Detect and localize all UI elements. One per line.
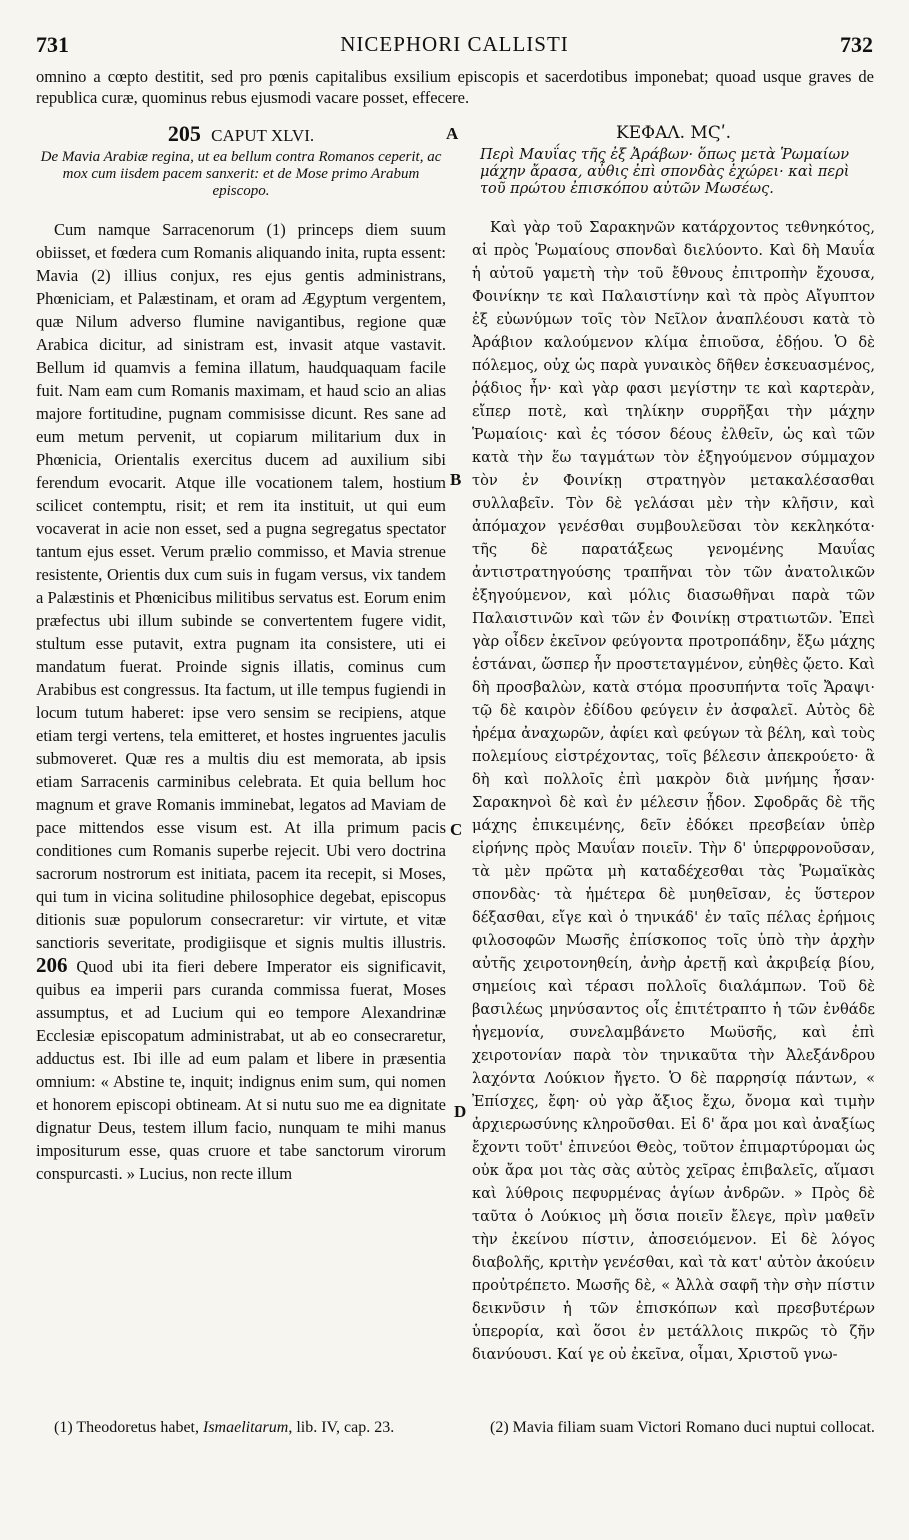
latin-footnote [36, 1418, 446, 1437]
latin-footnote-suffix: , lib. IV, cap. 23. [288, 1419, 395, 1436]
greek-chapter-summary: Περὶ Μαυΐας τῆς ἐξ Ἀράβων· ὅπως μετὰ Ῥωμαίων μάχην ἄρασα, αὖθις ἐπὶ σπονδὰς ἐχώρει· καὶ περὶ τοῦ πρώτου ἐπισκόπου αὐτῶν Μωσέως. [480, 147, 850, 197]
intro-continuation: omnino a cœpto destitit, sed pro pœnis capitalibus exsilium episcopis et sacerdotibus imponebat; quoad usque graves de republica curæ, quominus rebus ejusmodi vacare posset, effecere. [36, 67, 874, 107]
latin-chapter-summary: De Mavia Arabiæ regina, ut ea bellum contra Romanos ceperit, ac mox cum iisdem pacem sanxerit: et de Mose primo Arabum episcopo. [40, 149, 442, 199]
greek-side-footnote: (2) Mavia filiam suam Victori Romano duci nuptui collocat. [490, 1419, 875, 1436]
latin-footnote-italic: Ismaelitarum [203, 1419, 289, 1436]
latin-body-part1: Cum namque Sarracenorum (1) princeps diem suum obiisset, et fœdera cum Romanis aliquando inita, rupta essent: Mavia (2) illius conjux, res ejus gentis administrans, Phœniciam, et Palæstinam, et oram ad Ægyptum vergentem, quæ Nilum adverso flumine navigantibus, regione quæ Arabica dicitur, ad sinistram est, invasit atque vastavit. Bellum id quamvis a femina illatum, haudquaquam facile fuit. Nam eam cum Romanis maximam, et haud scio an alias majore fortitudine, pugnam commisisse dicunt. Res sane ad eum metum pervenit, ut copiarum militarium dux in Phœnicia, Orientalis exercitus ducem ad auxilium sibi ferendum evocarit. Atque ille vocationem talem, hostium scilicet contemptu, risit; et rem ita instituit, ut qui eum vocaverat in acie non esset, sed a pugna segregatus spectator tantum ejus esset. Verum prælio commisso, et Mavia strenue resistente, Orientis dux cum suis in fugam versus, vix tandem a Palæstinis et Phœnicibus militibus servatus est. Eorum enim præfectus ubi illum subinde se convertentem fugere vidit, stultum esse putavit, extra pugnam ita consistere, uti ei mandatum fuerat. Proinde signis illatis, cominus cum Arabibus est congressus. Ita factum, ut ille tempus fugiendi in locum tutum haberet: ipse vero sensim se recipiens, atque etiam tergi vertens, tela emitteret, et hostes ingruentes jaculis submoveret. Quæ res a multis diu est memorata, ab ipsis etiam Sarracenis carminibus celebrata. Et quia bellum hoc magnum et grave Romanis imminebat, legatos ad Maviam de pace mittendos esse visum est. At illa primum pacis conditiones cum Romanis superbe rejecit. Ubi vero doctrina sacrorum nostrorum est initiata, pacem ita recepit, si Moses, qui tum in vicina solitudine philosophice degebat, episcopus ditionis suæ populorum consecraretur: vir virtute, et vitæ sanctioris severitate, prodigiisque et signis multis illustris. [36, 220, 446, 952]
page-number-right: 732 [840, 32, 873, 57]
margin-marker-d: D [454, 1102, 467, 1121]
latin-chapter-label: CAPUT XLVI. [211, 126, 315, 145]
margin-marker-c: C [450, 820, 463, 839]
greek-chapter-label: ΚΕΦΑΛ. ΜϚʹ. [616, 123, 731, 143]
running-title: NICEPHORI CALLISTI [340, 32, 569, 56]
greek-chapter-heading [472, 122, 875, 145]
greek-body: Καὶ γὰρ τοῦ Σαρακηνῶν κατάρχοντος τεθνηκότος, αἱ πρὸς Ῥωμαίους σπονδαὶ διελύοντο. Καὶ δὴ Μαυΐα ἡ αὐτοῦ γαμετὴ τὴν τοῦ ἔθνους ἐπιτροπὴν ἔχουσα, Φοινίκην τε καὶ Παλαιστίνην καὶ τὰ πρὸς Αἴγυπτον ἐξ εὐωνύμων τοῖς τὸν Νεῖλον ἀναπλέουσι κατὰ τὸ Ἀράβιον καλούμενον κλίμα ἐπιοῦσα, ἐδῄου. Ὁ δὲ πόλεμος, οὐχ ὡς παρὰ γυναικὸς δῆθεν ἐσκευασμένος, ῥᾴδιος ἦν· καὶ γὰρ φασι μεγίστην τε καὶ καρτερὰν, εἴπερ ποτὲ, καὶ τηλίκην συρρῆξαι τὴν μάχην Ῥωμαίοις· καὶ ἐς τόσον δέους ἐλθεῖν, ὡς καὶ τῶν κατὰ τὴν ἕω ταγμάτων τὸν ἐξηγούμενον σύμμαχον τὸν ἐν Φοινίκῃ στρατηγὸν μετακαλέσασθαι συλλαβεῖν. Τὸν δὲ γελάσαι μὲν τὴν κλῆσιν, καὶ ἀπόμαχον γενέσθαι συμβουλεῦσαι τὸν κεκληκότα· τῆς δὲ παρατάξεως γενομένης Μαυΐας ἀντιστρατηγούσης τραπῆναι τὸν τῶν ἀνατολικῶν ἐξηγούμενον, καὶ μόλις διασωθῆναι παρὰ τῶν Παλαιστινῶν καὶ τῶν ἐν Φοινίκῃ στρατιωτῶν. Ἐπεὶ γὰρ οἶδεν ἐκεῖνον φεύγοντα προτροπάδην, ἔξω μάχης ἑστάναι, ὥσπερ ἦν προστεταγμένον, εὐηθὲς ᾤετο. Καὶ δὴ προσβαλὼν, κατὰ στόμα προσυπήντα τοῖς Ἄραψι· τῷ δὲ καιρὸν ἐδίδου φεύγειν ἐν ἀσφαλεῖ. Αὐτὸς δὲ ἠρέμα ἀναχωρῶν, ἀφίει καὶ φεύγων τὰ βέλη, καὶ τοὺς πολεμίους εἰστρέχοντας, τοῖς βέλεσιν ἀπεκρούετο· ἃ δὴ καὶ πολλοῖς ἐπὶ μακρὸν διὰ μνήμης ἦσαν· Σαρακηνοὶ δὲ καὶ ἐν μέλεσιν ᾖδον. Σφοδρᾶς δὲ τῆς μάχης ἐπικειμένης, δεῖν ἐδόκει πρεσβείαν ὑπὲρ εἰρήνης πρὸς Μαυΐαν ποιεῖν. Τὴν δ' ὑπερφρονοῦσαν, τὰ μὲν πρῶτα μὴ καταδέχεσθαι τὰς Ῥωμαϊκὰς σπονδὰς· τὰ ἡμέτερα δὲ μυηθεῖσαν, ἐς ὕστερον δέξασθαι, εἴγε καὶ ὁ τηνικάδ' ἐν ταῖς πέλας ἐρήμοις φιλοσοφῶν Μωσῆς ἐπίσκοπος τοῖς ὑπὸ τὴν ἀρχὴν αὐτῆς χειροτονηθείη, ἀνὴρ ἀρετῇ καὶ ἀκριβείᾳ βίου, σημείοις καὶ τέρασι πολλοῖς διαλάμπων. Τοῦ δὲ βασιλέως μηνύσαντος οἷς ἐπιτέτραπτο ἡ τῶν ἐνθάδε ἡγεμονία, συνελαμβάνετο Μωϋσῆς, καὶ ἐπὶ χειροτονίαν παρὰ τὸν τηνικαῦτα τὴν Ἀλεξάνδρου λαχόντα Λούκιον ἤγετο. Ὁ δὲ παρρησίᾳ πάντων, « Ἐπίσχες, ἔφη· οὐ γὰρ ἄξιος ἔχω, ὄνομα καὶ τιμὴν ἀρχιερωσύνης κληροῦσθαι. Εἰ δ' ἄρα μοι καὶ ἀναξίως ἔχοντι τοῦτ' ἐπινεύοι Θεὸς, τοῦτον ἐπιμαρτύρομαι ὡς οὐκ ἄρα μοι τὰς σὰς αὐτὸς χεῖρας ἐπιβαλεῖς, αἵμασι καὶ λύθροις πεφυρμένας ἁγίων ἀνδρῶν. » Πρὸς δὲ ταῦτα ὁ Λούκιος μὴ ὅσια ποιεῖν ἔλεγε, πρὶν μαθεῖν τὴν ἐκείνου πίστιν, ἀποσειόμενον. Εἰ δὲ λόγος διαβολῆς, κριτὴν γενέσθαι, καὶ τὰ κατ' αὐτὸν ἀκούειν προὐτρέπετο. Μωσῆς δὲ, « Ἀλλὰ σαφῆ τὴν σὴν πίστιν δεικνῦσιν ἡ τῶν ἐπισκόπων καὶ πρεσβυτέρων ὑπερορία, καὶ ὅσοι ἐν μετάλλοις πικρῶς τὸ ζῆν διανύουσι. Καί γε οὐ ἐκεῖνα, οἶμαι, Χριστοῦ γνω- [472, 219, 875, 1363]
greek-column [472, 122, 875, 1366]
latin-body-part2: Quod ubi ita fieri debere Imperator eis significavit, quibus ea imperii pars curanda commissa fuerat, Moses assumptus, et ad Lucium qui eo tempore Alexandrinæ Ecclesiæ episcopatum administrabat, ut ab eo consecraretur, adductus est. Ibi ille ad eum palam et libere in præsentia omnium: « Abstine te, inquit; indignus enim sum, qui nomen et honorem episcopi obtineam. At si nutu suo me ea dignitate dignatur Deus, testem illum facio, nunquam te mihi manus impositurum esse, quas cruore et tabe sanctorum virorum conspurcasti. » Lucius, non recte illum [36, 957, 446, 1183]
margin-marker-a: A [446, 124, 459, 143]
latin-chapter-heading [36, 122, 446, 147]
page-header [36, 32, 873, 58]
margin-marker-b: B [450, 470, 462, 489]
latin-body [36, 218, 446, 1185]
latin-column [36, 122, 446, 1185]
page-number-left: 731 [36, 32, 69, 57]
latin-footnote-prefix: (1) Theodoretus habet, [54, 1419, 199, 1436]
section-number-inline: 206 [36, 953, 68, 977]
section-number: 205 [167, 121, 201, 146]
